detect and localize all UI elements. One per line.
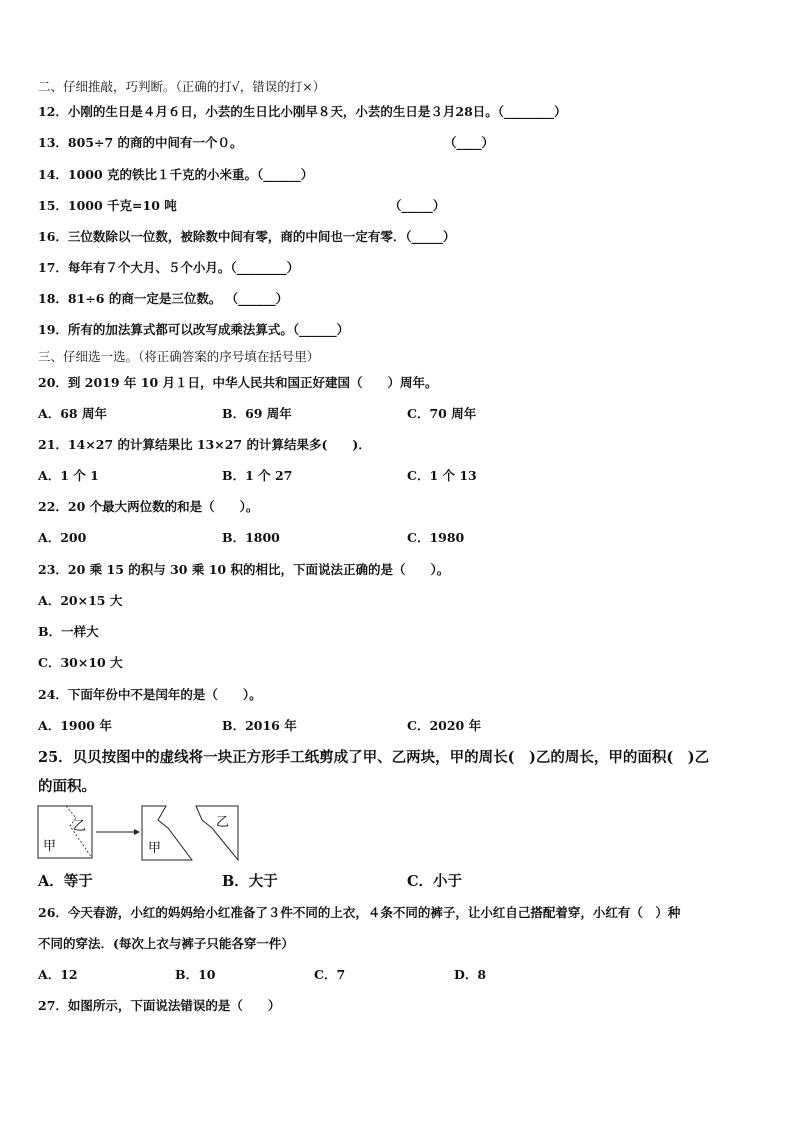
question-13-blank[interactable]: （____）: [444, 135, 495, 150]
q24-option-a[interactable]: A．1900 年: [38, 718, 112, 733]
q26-option-d[interactable]: D．8: [454, 967, 487, 982]
q25-option-c[interactable]: C．小于: [407, 873, 463, 890]
q25-option-a[interactable]: A．等于: [38, 873, 93, 890]
q25-figure: [36, 800, 246, 866]
q25-figure-svg: [36, 800, 246, 862]
question-21: 21．14×27 的计算结果比 13×27 的计算结果多( )．: [38, 437, 371, 452]
question-19: 19．所有的加法算式都可以改写成乘法算式。（______）: [38, 322, 350, 337]
question-25-line2: 的面积。: [38, 778, 96, 795]
question-15: 15．1000 千克=10 吨: [38, 198, 177, 213]
q22-option-c[interactable]: C．1980: [407, 530, 465, 545]
section3-heading: 三、仔细选一选。（将正确答案的序号填在括号里）: [38, 349, 320, 364]
arrow-head-icon: [134, 829, 140, 835]
q24-option-b[interactable]: B．2016 年: [222, 718, 297, 733]
question-24: 24．下面年份中不是闰年的是（ ）。: [38, 687, 262, 702]
q23-option-b[interactable]: B．一样大: [38, 624, 99, 639]
q22-option-a[interactable]: A．200: [38, 530, 87, 545]
q23-option-a[interactable]: A．20×15 大: [38, 593, 123, 608]
q26-option-a[interactable]: A．12: [38, 967, 78, 982]
label-yi-piece: 乙: [216, 815, 230, 830]
label-jia-piece: 甲: [148, 841, 162, 856]
q23-option-c[interactable]: C．30×10 大: [38, 655, 123, 670]
question-25-line1: 25．贝贝按图中的虚线将一块正方形手工纸剪成了甲、乙两块，甲的周长( )乙的周长，甲的面积( )乙: [38, 749, 710, 766]
q21-option-b[interactable]: B．1 个 27: [222, 468, 293, 483]
question-23: 23．20 乘 15 的积与 30 乘 10 积的相比，下面说法正确的是（ ）。: [38, 562, 450, 577]
label-jia-original: 甲: [43, 839, 57, 854]
q20-option-b[interactable]: B．69 周年: [222, 406, 292, 421]
q21-option-a[interactable]: A．1 个 1: [38, 468, 99, 483]
q20-option-c[interactable]: C．70 周年: [407, 406, 477, 421]
q22-option-b[interactable]: B．1800: [222, 530, 280, 545]
question-17: 17．每年有７个大月、５个小月。（________）: [38, 260, 300, 275]
question-26-line1: 26．今天春游，小红的妈妈给小红准备了３件不同的上衣，４条不同的裤子，让小红自己搭配着穿，小红有（ ）种: [38, 905, 681, 920]
question-18: 18．81÷6 的商一定是三位数。 （______）: [38, 291, 289, 306]
question-15-blank[interactable]: （_____）: [389, 198, 446, 213]
question-20: 20．到 2019 年 10 月１日，中华人民共和国正好建国（ ）周年。: [38, 375, 438, 390]
question-12: 12．小刚的生日是４月６日，小芸的生日比小刚早８天，小芸的生日是３月28日。（________）: [38, 104, 567, 119]
q25-option-b[interactable]: B．大于: [222, 873, 278, 890]
q21-option-c[interactable]: C．1 个 13: [407, 468, 477, 483]
label-yi-original: 乙: [73, 819, 87, 834]
question-14: 14．1000 克的铁比１千克的小米重。（______）: [38, 167, 314, 182]
question-22: 22．20 个最大两位数的和是（ ）。: [38, 499, 259, 514]
section2-heading: 二、仔细推敲，巧判断。（正确的打√，错误的打×）: [38, 79, 326, 94]
question-26-line2: 不同的穿法．(每次上衣与裤子只能各穿一件）: [38, 936, 294, 951]
q24-option-c[interactable]: C．2020 年: [407, 718, 482, 733]
q26-option-b[interactable]: B．10: [175, 967, 216, 982]
q26-option-c[interactable]: C．7: [314, 967, 346, 982]
question-27: 27．如图所示，下面说法错误的是（ ）: [38, 998, 281, 1013]
q20-option-a[interactable]: A．68 周年: [38, 406, 107, 421]
question-13: 13．805÷7 的商的中间有一个０。: [38, 135, 243, 150]
question-16: 16．三位数除以一位数，被除数中间有零，商的中间也一定有零．（_____）: [38, 229, 456, 244]
